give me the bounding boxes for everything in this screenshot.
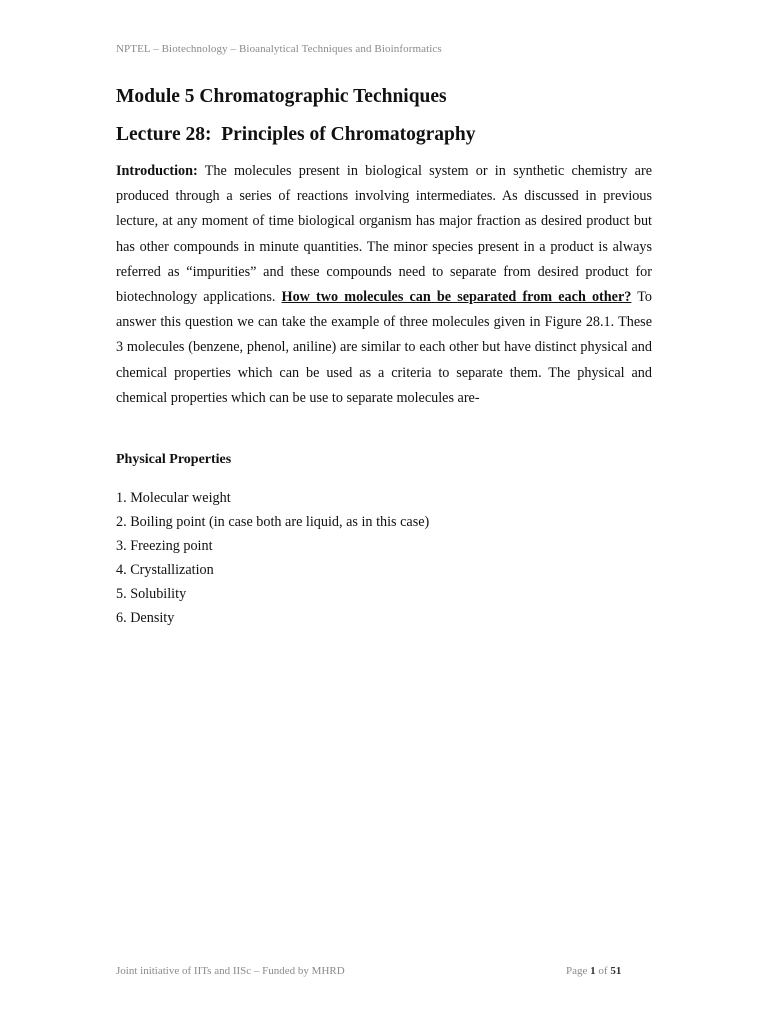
introduction-lead: Introduction: (116, 163, 198, 179)
module-title: Module 5 Chromatographic Techniques (116, 86, 447, 107)
list-item: 4. Crystallization (116, 562, 214, 578)
introduction-paragraph (116, 159, 652, 411)
footer-credit: Joint initiative of IITs and IISc – Funded by MHRD (116, 965, 345, 977)
physical-properties-heading: Physical Properties (116, 452, 232, 467)
physical-properties-list (116, 486, 429, 630)
page-number (566, 965, 621, 977)
page-total: 51 (610, 965, 622, 977)
page-current: 1 (590, 965, 596, 977)
list-item: 6. Density (116, 610, 175, 626)
page-of: of (595, 965, 611, 977)
list-item: 3. Freezing point (116, 538, 213, 554)
introduction-text: The molecules present in biological system or in synthetic chemistry are produced through a series of reactions involving intermediates. As discussed in previous lecture, at any moment of time biological organism has major fraction as desired product but has other compounds in minute quantities. The minor species present in a product is always referred as “impurities” and these compounds need to separate from desired product for biotechnology applications. (116, 163, 652, 306)
running-header: NPTEL – Biotechnology – Bioanalytical Techniques and Bioinformatics (116, 43, 442, 55)
key-question: How two molecules can be separated from each other? (281, 289, 632, 306)
lecture-title: Lecture 28: Principles of Chromatography (116, 124, 476, 145)
list-item: 5. Solubility (116, 586, 187, 602)
introduction-text-continued: To answer this question we can take the example of three molecules given in Figure 28.1. These 3 molecules (benzene, phenol, aniline) are similar to each other but have distinct physical and chemical properties which can be used as a criteria to separate them. The physical and chemical properties which can be use to separate molecules are- (116, 289, 653, 406)
list-item: 1. Molecular weight (116, 490, 231, 506)
page-word: Page (566, 965, 591, 977)
list-item: 2. Boiling point (in case both are liquid, as in this case) (116, 514, 430, 530)
